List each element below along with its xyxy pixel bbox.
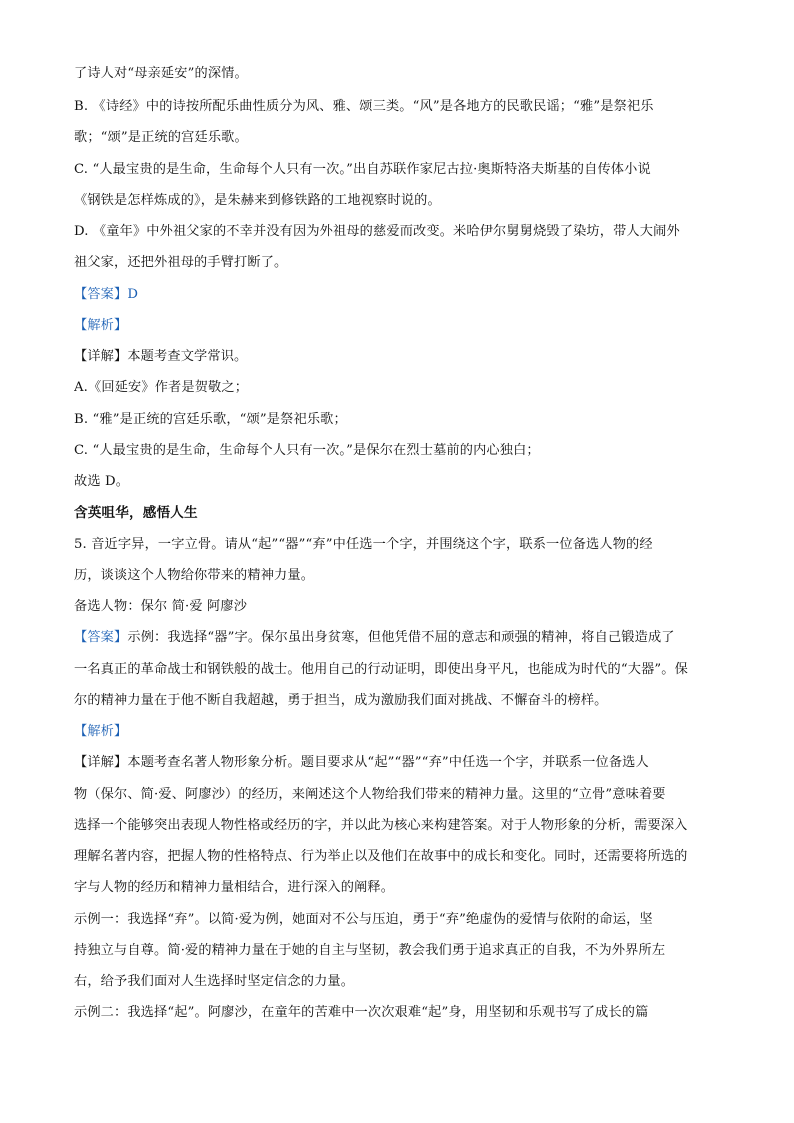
text-line: 【详解】本题考查文学常识。 — [74, 349, 248, 364]
analysis-label: 【解析】 — [74, 318, 128, 333]
analysis-label: 【解析】 — [74, 724, 128, 739]
text-line: B. 《诗经》中的诗按所配乐曲性质分为风、雅、颂三类。“风”是各地方的民歌民谣；“雅”是祭祀乐 — [74, 99, 654, 114]
text-line: 物（保尔、简·爱、阿廖沙）的经历，来阐述这个人物给我们带来的精神力量。这里的“立骨”意味着要 — [74, 787, 666, 802]
text-line: B. “雅”是正统的宫廷乐歌，“颂”是祭祀乐歌； — [74, 412, 347, 427]
answer-text: 示例：我选择“器”字。保尔虽出身贫寒，但他凭借不屈的意志和顽强的精神，将自己锻造成了 — [127, 630, 675, 645]
section-heading: 含英咀华，感悟人生 — [74, 505, 198, 521]
text-line: 示例一：我选择“弃”。以简·爱为例，她面对不公与压迫，勇于“弃”绝虚伪的爱情与依附的命运，坚 — [74, 912, 653, 927]
text-line: C. “人最宝贵的是生命，生命每个人只有一次。”是保尔在烈士墓前的内心独白； — [74, 443, 540, 458]
text-line: 故选 D。 — [74, 474, 130, 489]
text-line: D. 《童年》中外祖父家的不幸并没有因为外祖母的慈爱而改变。米哈伊尔舅舅烧毁了染坊，带人大闹外 — [74, 224, 680, 239]
answer-tag: 【答案】 — [74, 630, 128, 645]
text-line: C. “人最宝贵的是生命，生命每个人只有一次。”出自苏联作家尼古拉·奥斯特洛夫斯基的自传体小说 — [74, 162, 651, 177]
text-line: 右，给予我们面对人生选择时坚定信念的力量。 — [74, 974, 355, 989]
text-line: 选择一个能够突出表现人物性格或经历的字，并以此为核心来构建答案。对于人物形象的分析，需要深入 — [74, 818, 688, 833]
text-line: 《钢铁是怎样炼成的》，是朱赫来到修铁路的工地视察时说的。 — [74, 193, 441, 208]
text-line: 示例二：我选择“起”。阿廖沙，在童年的苦难中一次次艰难“起”身，用坚韧和乐观书写了成长的篇 — [74, 1005, 649, 1020]
question-line: 5. 音近字异，一字立骨。请从“起”“器”“弃”中任选一个字，并围绕这个字，联系一位备选人物的经 — [74, 537, 653, 552]
text-line: 理解名著内容，把握人物的性格特点、行为举止以及他们在故事中的成长和变化。同时，还需要将所选的 — [74, 849, 688, 864]
text-line: 持独立与自尊。简·爱的精神力量在于她的自主与坚韧，教会我们勇于追求真正的自我，不为外界所左 — [74, 943, 666, 958]
answer-label: 【答案】D — [74, 287, 139, 302]
detail-tag: 【详解】 — [74, 755, 128, 770]
text-line: 一名真正的革命战士和钢铁般的战士。他用自己的行动证明，即使出身平凡，也能成为时代的“大器”。保 — [74, 662, 688, 677]
text-line: 尔的精神力量在于他不断自我超越，勇于担当，成为激励我们面对挑战、不懈奋斗的榜样。 — [74, 693, 608, 708]
detail-line — [74, 753, 724, 773]
text-line: 字与人物的经历和精神力量相结合，进行深入的阐释。 — [74, 880, 395, 895]
text-line: 了诗人对“母亲延安”的深情。 — [74, 66, 248, 81]
text-line: 备选人物：保尔 简·爱 阿廖沙 — [74, 599, 248, 614]
question-line: 历，谈谈这个人物给你带来的精神力量。 — [74, 568, 315, 583]
text-line: A.《回延安》作者是贺敬之； — [74, 380, 249, 395]
detail-text: 本题考查名著人物形象分析。题目要求从“起”“器”“弃”中任选一个字，并联系一位备选人 — [127, 755, 649, 770]
text-line: 歌；“颂”是正统的宫廷乐歌。 — [74, 130, 248, 145]
text-line: 祖父家，还把外祖母的手臂打断了。 — [74, 255, 288, 270]
answer-line — [74, 628, 724, 648]
